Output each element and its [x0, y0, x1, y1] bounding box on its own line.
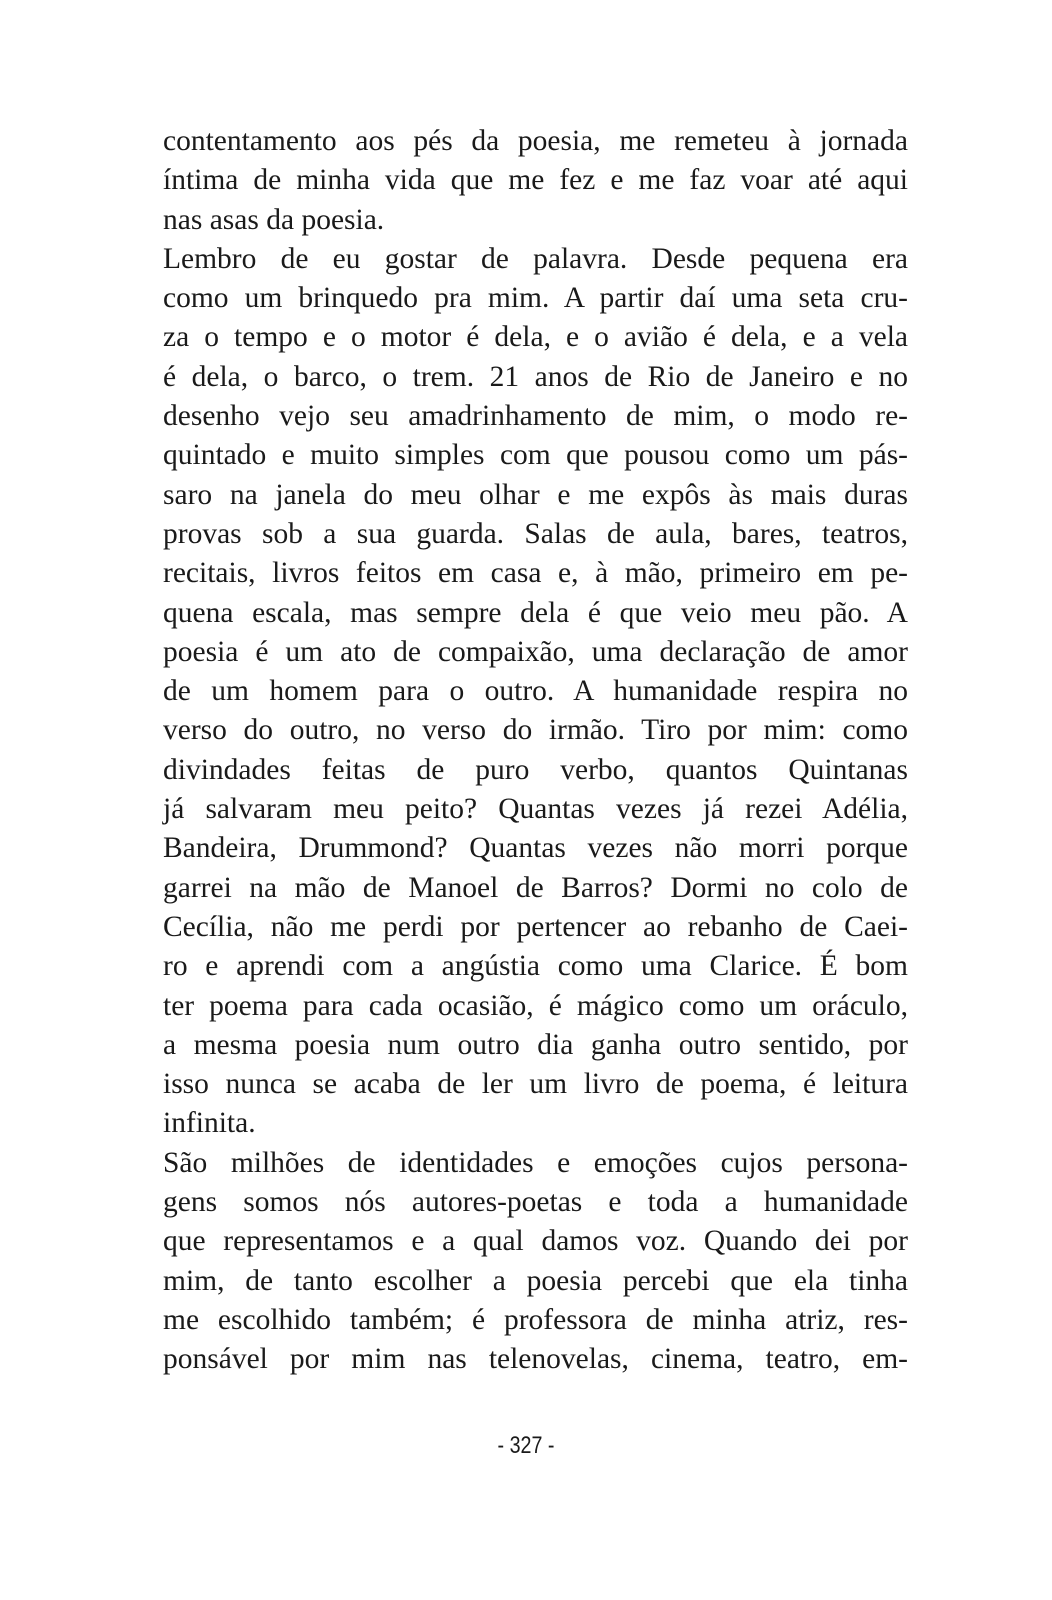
text-line: quena escala, mas sempre dela é que veio meu pão. A: [163, 596, 908, 629]
text-line: provas sob a sua guarda. Salas de aula, bares, teatros,: [163, 517, 908, 550]
text-line: mim, de tanto escolher a poesia percebi que ela tinha: [163, 1264, 908, 1297]
text-line: íntima de minha vida que me fez e me faz voar até aqui: [163, 164, 908, 197]
text-line: como um brinquedo pra mim. A partir daí uma seta cru-: [163, 282, 908, 315]
text-line: desenho vejo seu amadrinhamento de mim, o modo re-: [163, 400, 908, 433]
text-line: é dela, o barco, o trem. 21 anos de Rio de Janeiro e no: [163, 360, 908, 393]
text-line: saro na janela do meu olhar e me expôs às mais duras: [163, 478, 908, 511]
text-line: São milhões de identidades e emoções cujos persona-: [163, 1146, 908, 1179]
text-line: za o tempo e o motor é dela, e o avião é dela, e a vela: [163, 321, 908, 354]
text-line: Bandeira, Drummond? Quantas vezes não morri porque: [163, 832, 908, 865]
text-line: isso nunca se acaba de ler um livro de poema, é leitura: [163, 1068, 908, 1101]
text-line: já salvaram meu peito? Quantas vezes já rezei Adélia,: [163, 793, 908, 826]
text-line: nas asas da poesia.: [163, 203, 385, 236]
text-line: Cecília, não me perdi por pertencer ao rebanho de Caei-: [163, 910, 908, 943]
text-line: gens somos nós autores-poetas e toda a humanidade: [163, 1186, 908, 1219]
text-line: ponsável por mim nas telenovelas, cinema, teatro, em-: [163, 1343, 908, 1376]
text-line: infinita.: [163, 1107, 256, 1140]
body-text: [163, 122, 908, 1380]
text-line: que representamos e a qual damos voz. Quando dei por: [163, 1225, 908, 1258]
page-number: - 327 -: [497, 1432, 555, 1459]
text-line: a mesma poesia num outro dia ganha outro sentido, por: [163, 1028, 908, 1061]
text-line: ro e aprendi com a angústia como uma Clarice. É bom: [163, 950, 908, 983]
text-line: garrei na mão de Manoel de Barros? Dormi no colo de: [163, 871, 908, 904]
text-line: verso do outro, no verso do irmão. Tiro por mim: como: [163, 714, 908, 747]
text-line: poesia é um ato de compaixão, uma declaração de amor: [163, 635, 908, 668]
text-line: de um homem para o outro. A humanidade respira no: [163, 675, 908, 708]
text-line: Lembro de eu gostar de palavra. Desde pequena era: [163, 242, 908, 275]
text-line: divindades feitas de puro verbo, quantos Quintanas: [163, 753, 908, 786]
text-line: recitais, livros feitos em casa e, à mão, primeiro em pe-: [163, 557, 908, 590]
text-line: ter poema para cada ocasião, é mágico como um oráculo,: [163, 989, 908, 1022]
text-line: me escolhido também; é professora de minha atriz, res-: [163, 1303, 908, 1336]
text-line: quintado e muito simples com que pousou como um pás-: [163, 439, 908, 472]
text-line: contentamento aos pés da poesia, me remeteu à jornada: [163, 125, 908, 157]
